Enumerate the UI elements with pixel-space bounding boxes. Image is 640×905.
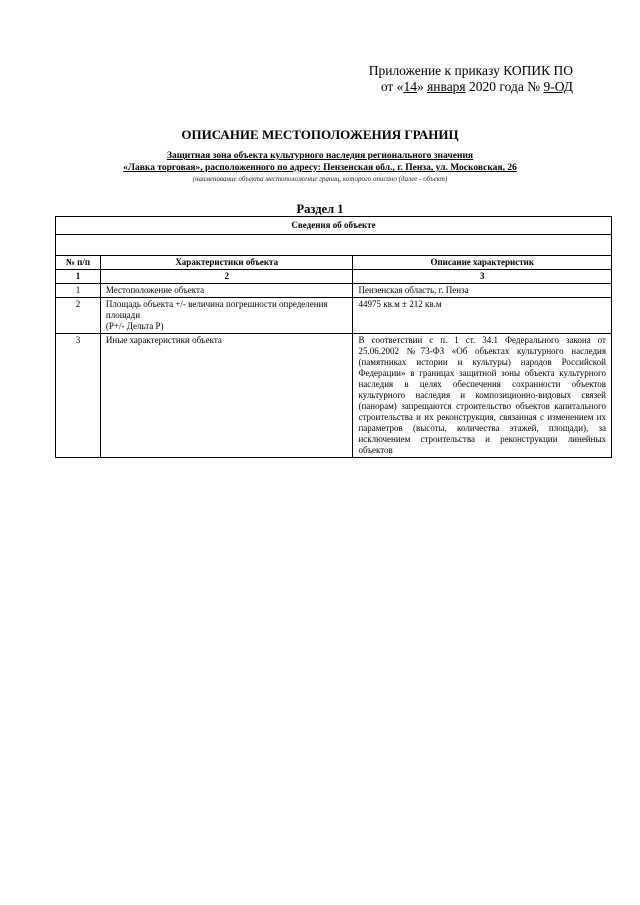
- row-description: В соответствии с п. 1 ст. 34.1 Федерального закона от 25.06.2002 №73-ФЗ «Об объектах культурного наследия (памятниках истории и культуры) народов Российской Федерации» в границах защитной зоны объекта культурного наследия в целях обеспечения сохранности объектов культурного наследия и композиционно-видовых связей (панорам) запрещаются строительство объектов капитального строительства и их реконструкция, связанная с изменением их параметров (высоты, количества этажей, площади), за исключением строительства и реконструкции линейных объектов: [353, 334, 612, 458]
- annex-month: января: [427, 79, 466, 94]
- table-caption-row: [56, 217, 612, 235]
- header-num: № п/п: [56, 256, 101, 270]
- row-characteristic: Иные характеристики объекта: [100, 334, 353, 458]
- subtitle-line-2: «Лавка торговая», расположенного по адресу: Пензенская обл., г. Пенза, ул. Московская, 26: [123, 163, 517, 173]
- annex-line-1: Приложение к приказу КОПИК ПО: [368, 63, 573, 78]
- row-characteristic: [100, 298, 353, 334]
- table-row: [56, 284, 612, 298]
- row-num: 2: [56, 298, 101, 334]
- annex-number: 9-ОД: [543, 79, 573, 94]
- header-characteristics: Характеристики объекта: [100, 256, 353, 270]
- row-num: 1: [56, 284, 101, 298]
- table-header-row: [56, 256, 612, 270]
- annex-date-prefix: от «: [380, 79, 404, 94]
- row-description: 44975 кв.м ± 212 кв.м: [353, 298, 612, 334]
- table-caption: Сведения об объекте: [56, 217, 612, 235]
- section-title: Раздел 1: [296, 202, 344, 216]
- document-subtitle: [0, 150, 640, 174]
- row-characteristic-text: Площадь объекта +/- величина погрешности определения площади: [105, 299, 328, 320]
- annex-day: 14: [403, 79, 417, 94]
- annex-year: 2020 года №: [465, 79, 544, 94]
- col-number-1: 1: [56, 270, 101, 284]
- table-row: [56, 298, 612, 334]
- row-num: 3: [56, 334, 101, 458]
- row-characteristic: Местоположение объекта: [100, 284, 353, 298]
- header-description: Описание характеристик: [353, 256, 612, 270]
- table-row: [56, 334, 612, 458]
- col-number-2: 2: [100, 270, 353, 284]
- subtitle-note: (наименование объекта местоположение границ, которого описано (далее - объект): [192, 175, 448, 183]
- col-number-3: 3: [353, 270, 612, 284]
- table-blank-row: [56, 235, 612, 256]
- annex-line-2: [369, 79, 573, 95]
- row-description: Пензенская область, г. Пенза: [353, 284, 612, 298]
- annex-block: [369, 63, 573, 95]
- row-characteristic-formula: (P+/- Дельта P): [105, 321, 164, 331]
- object-info-table: [55, 216, 612, 458]
- table-number-row: [56, 270, 612, 284]
- table-blank-cell: [56, 235, 612, 256]
- subtitle-line-1: Защитная зона объекта культурного наследия регионального значения: [166, 151, 474, 161]
- document-title: ОПИСАНИЕ МЕСТОПОЛОЖЕНИЯ ГРАНИЦ: [181, 127, 459, 142]
- annex-date-sep: »: [416, 79, 428, 94]
